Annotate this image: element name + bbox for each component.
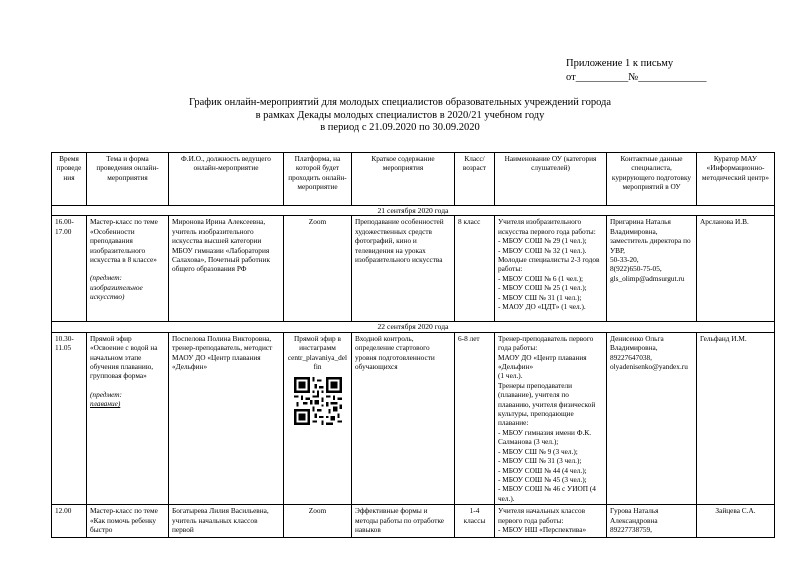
qr-code[interactable]	[294, 377, 342, 425]
audience-line: - МБОУ гимназия имени Ф.К. Салманова (3 чел.);	[498, 427, 592, 447]
audience-line: - МБОУ СОШ № 44 (4 чел.);	[498, 465, 587, 475]
appendix-label: Приложение 1 к письму	[566, 58, 674, 69]
cell-host: Поспелова Полина Викторовна, тренер-преподаватель, методист МАОУ ДО «Центр плавания «Дельфин»	[169, 332, 284, 504]
cell-audience	[495, 332, 607, 504]
audience-line: - МБОУ СШ № 31 (3 чел.);	[498, 456, 582, 466]
audience-line: - МАОУ ДО «ЦДТ» (1 чел.).	[498, 302, 586, 312]
cell-curator: Зайцева С.А.	[697, 505, 775, 538]
document-title	[100, 97, 700, 135]
title-line-2: в рамках Декады молодых специалистов в 2020/21 учебном году	[255, 109, 545, 121]
cell-audience	[495, 216, 607, 322]
contact-email: olyadenisenko@yandex.ru	[610, 362, 688, 372]
table-row	[52, 332, 775, 504]
topic-text: Мастер-класс по теме «Особенности преподавания изобразительного искусства в 8 классе»	[90, 217, 158, 265]
col-header-audience: Наименование ОУ (категория слушателей)	[495, 153, 607, 206]
contact-line: заместитель директора по УВР,	[610, 236, 691, 255]
contact-line: Гурова Наталья Александровна	[610, 506, 659, 525]
cell-curator: Арсланова И.В.	[697, 216, 775, 322]
cell-time: 16.00-17.00	[52, 216, 87, 322]
col-header-platform: Платформа, на которой будет проходить онлайн-мероприятие	[284, 153, 352, 206]
audience-line: - МБОУ СОШ № 6 (1 чел.);	[498, 273, 584, 283]
audience-line: Учителя начальных классов первого года работы:	[498, 506, 586, 525]
appendix-block	[566, 57, 706, 85]
cell-platform	[284, 332, 352, 504]
audience-line: Молодые специалисты 2-3 годов работы:	[498, 255, 600, 274]
audience-line: - МБОУ СОШ № 32 (1 чел.).	[498, 245, 587, 255]
audience-line: - МБОУ СОШ № 46 с УИОП (4 чел.).	[498, 484, 596, 503]
contact-line: 8(922)650-75-05,	[610, 264, 662, 274]
title-line-3: в период с 21.09.2020 по 30.09.2020	[320, 122, 480, 133]
cell-curator: Гельфанд И.М.	[697, 332, 775, 504]
table-row	[52, 505, 775, 538]
audience-line: - МБОУ СОШ № 45 (3 чел.);	[498, 474, 587, 484]
audience-line: Учителя изобразительного искусства первого года работы:	[498, 217, 596, 236]
cell-time: 12.00	[52, 505, 87, 538]
cell-audience	[495, 505, 607, 538]
cell-grade: 8 класс	[455, 216, 495, 322]
col-header-time: Время проведения	[52, 153, 87, 206]
contact-line: 89227647038,	[610, 352, 652, 362]
cell-time: 10.30-11.05	[52, 332, 87, 504]
col-header-host: Ф.И.О., должность ведущего онлайн-мероприятие	[169, 153, 284, 206]
cell-summary: Входной контроль, определение стартового уровня подготовленности обучающихся	[352, 332, 455, 504]
contact-line: Пригарина Наталья Владимировна,	[610, 217, 671, 236]
cell-grade: 1-4 классы	[455, 505, 495, 538]
topic-text: Прямой эфир «Освоение с водой на начальном этапе обучения плаванию, групповая форма»	[90, 333, 158, 381]
audience-line: - МБОУ НШ «Перспектива»	[498, 524, 587, 534]
contact-line: 50-33-20,	[610, 255, 639, 265]
audience-line: Тренеры преподаватели (плавание), учителя по плаванию, учителя физической культуры, преподающие плавание:	[498, 380, 596, 428]
col-header-curator: Куратор МАУ «Информационно-методический центр»	[697, 153, 775, 206]
date-cell-1: 21 сентября 2020 года	[52, 206, 775, 216]
cell-contact	[607, 216, 697, 322]
table-row	[52, 216, 775, 322]
table-header-row	[52, 153, 775, 206]
topic-subject-label: (предмет:	[90, 389, 122, 399]
contact-line: Денисенко Ольга Владимировна,	[610, 333, 664, 353]
col-header-topic: Тема и форма проведения онлайн-мероприятия	[87, 153, 169, 206]
title-line-1: График онлайн-мероприятий для молодых специалистов образовательных учреждений города	[188, 97, 612, 108]
cell-summary: Эффективные формы и методы работы по отработке навыков	[352, 505, 455, 538]
cell-contact	[607, 505, 697, 538]
topic-subject-value: плавание)	[90, 399, 121, 409]
col-header-summary: Краткое содержание мероприятия	[352, 153, 455, 206]
platform-text: Прямой эфир в инстаграмм centr_plavaniya_delfin	[287, 333, 348, 372]
col-header-grade: Класс/ возраст	[455, 153, 495, 206]
cell-topic	[87, 332, 169, 504]
cell-host: Богатырева Лилия Васильевна, учитель начальных классов первой	[169, 505, 284, 538]
contact-email: gls_olimp@admsurgut.ru	[610, 273, 685, 283]
cell-platform: Zoom	[284, 505, 352, 538]
cell-host: Миронова Ирина Алексеевна, учитель изобразительного искусства высшей категории МБОУ гимназии «Лаборатория Салахова», Почетный работник общего образования РФ	[169, 216, 284, 322]
col-header-contact: Контактные данные специалиста, курирующего подготовку мероприятий в ОУ	[607, 153, 697, 206]
audience-line: - МБОУ СШ № 9 (3 чел.);	[498, 446, 578, 456]
cell-grade: 6-8 лет	[455, 332, 495, 504]
audience-line: Тренер-преподаватель первого года работы:	[498, 333, 594, 353]
date-row	[52, 322, 775, 332]
date-cell-2: 22 сентября 2020 года	[52, 322, 775, 332]
date-row	[52, 206, 775, 216]
audience-line: МАОУ ДО «Центр плавания «Дельфин»	[498, 352, 587, 372]
audience-line: (1 чел.).	[498, 371, 523, 381]
cell-contact	[607, 332, 697, 504]
cell-topic: Мастер-класс по теме «Как помочь ребенку быстро	[87, 505, 169, 538]
schedule-table	[51, 152, 775, 538]
audience-line: - МБОУ СОШ № 25 (1 чел.);	[498, 283, 587, 293]
appendix-ref-line: от__________№_____________	[566, 72, 707, 83]
audience-line: - МБОУ СОШ № 29 (1 чел.);	[498, 236, 587, 246]
cell-topic	[87, 216, 169, 322]
cell-platform: Zoom	[284, 216, 352, 322]
audience-line: - МБОУ СШ № 31 (1 чел.);	[498, 292, 582, 302]
cell-summary: Преподавание особенностей художественных средств фотографий, кино и телевидения на уроках изобразительного искусства	[352, 216, 455, 322]
topic-subject: (предмет: изобразительное искусство)	[90, 273, 143, 302]
contact-line: 89227738759,	[610, 524, 652, 534]
